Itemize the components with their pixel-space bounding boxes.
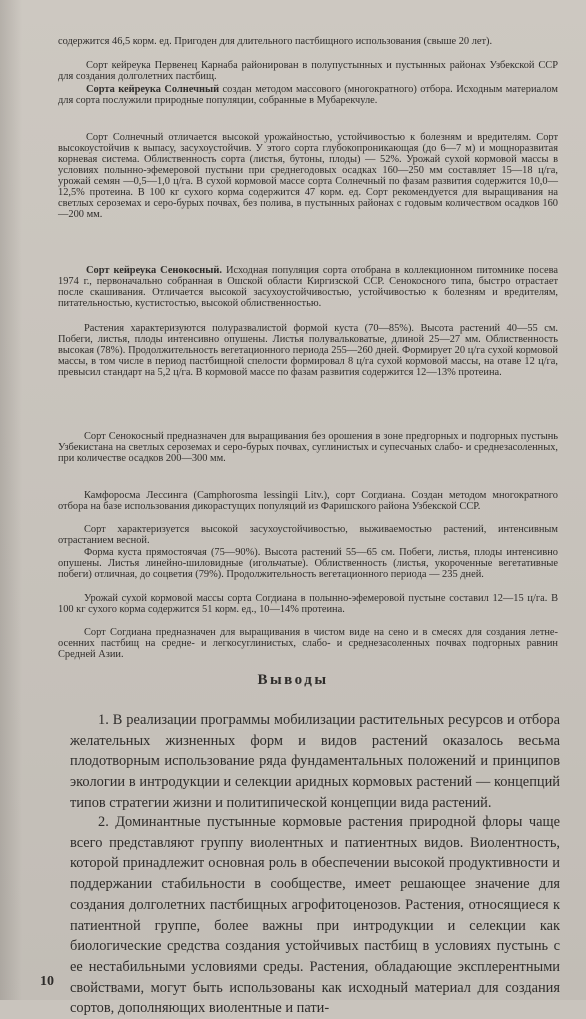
text-pervenets-karnaba: Сорт кейреука Первенец Карнаба районирован в полупустынных и пустынных районах Узбекской ССР для создания долголетних пастбищ.: [58, 60, 558, 83]
page-number: 10: [40, 974, 54, 989]
text-sogdiana-yield: Урожай сухой кормовой массы сорта Согдиана в полынно-эфемеровой пустыне составил 12—15 ц/га. В 100 кг сухого корма содержится 51 корм. ед., 10—14% протеина.: [58, 593, 558, 616]
text-senokosny-cultivation: Сорт Сенокосный предназначен для выращивания без орошения в зоне предгорных и подгорных пустынь Узбекистана на светлых сероземах и серо-бурых почвах, суглинистых и супесчаных слабо- и среднезасоленных, при количестве осадков 200—300 мм.: [58, 431, 558, 465]
paragraph-sogdiana-use: [58, 627, 558, 660]
conclusion-1: [70, 710, 560, 814]
text-conclusion-1: 1. В реализации программы мобилизации растительных ресурсов и отбора желательных жизненных форм и видов растений оказалось весьма плодотворным использование ряда фундаментальных положений и принципов экологии в интродукции и селекции аридных кормовых растений — концепций типов стратегии жизни и политипической концепции вида растений.: [70, 712, 560, 811]
section-heading-conclusions: Выводы: [257, 672, 329, 688]
paragraph-senokosny-traits: [58, 323, 558, 378]
variety-title-senokosny: Сорт кейреука Сенокосный.: [86, 265, 222, 276]
text-solnechny-intro: создан методом массового (многократного) отбора. Исходным материалом для сорта послужили природные популяции, собранные в Мубарекчуле.: [58, 84, 558, 107]
text-sogdiana-resistance: Сорт характеризуется высокой засухоустойчивостью, выживаемостью растений, интенсивным отрастанием весной.: [58, 524, 558, 547]
text-sogdiana-intro: Камфоросма Лессинга (Camphorosma lessingii Litv.), сорт Согдиана. Создан методом многократного отбора на базе использования дикорастущих популяций из Фаришского района Узбекской ССР.: [58, 490, 558, 513]
text-conclusion-2: 2. Доминантные пустынные кормовые растения природной флоры чаще всего представляют группу виолентных и патиентных видов. Виолентность, которой принадлежит основная роль в обеспечении высокой продуктивности и поддержании стабильности в сообществе, имеет решающее значение для создания долголетних пастбищных агрофитоценозов. Растения, относящиеся к патиентной группе, более важны при интродукции и селекции как биологические средства создания устойчивых пастбищ в условиях пустынь с ее нестабильными условиями среды. Растения, обладающие эксплерентными свойствами, могут быть использованы как исходный материал для создания сортов, дополняющих виолентные и пати-: [70, 814, 560, 1017]
variety-title-solnechny: Сорта кейреука Солнечный: [86, 84, 220, 95]
text-senokosny-traits: Растения характеризуются полуразвалистой формой куста (70—85%). Высота растений 40—55 см. Побеги, листья, плоды интенсивно опушены. Листья полувальковатые, длиной 25—27 мм. Облиственность высокая (78%). Продолжительность вегетационного периода 255—260 дней. Формирует 20 ц/га сухой кормовой массы, в том числе в период пастбищной спелости формировал 8 ц/га сухой кормовой массы, на отаве 12 ц/га, превысил стандарт на 5,2 ц/га. В кормовой массе по фазам развития содержится 12—13% протеина.: [58, 323, 558, 379]
text-solnechny-traits: Сорт Солнечный отличается высокой урожайностью, устойчивостью к болезням и вредителям. Сорт высокоустойчив к выпасу, засухоустойчив. У этого сорта глубокопроникающая (до 6—7 м) и мощноразвитая корневая система. Облиственность сорта (листья, бутоны, плоды) — 52%. Урожай сухой кормовой массы в условиях полынно-эфемеровой пустыни при среднегодовых осадках 160—250 мм составляет 15—18 ц/га, урожай семян —0,5—1,0 ц/га. В сухой кормовой массе сорта Солнечный по фазам развития содержится 10,0—12,5% протеина. В 100 кг сухого корма содержится 47 корм. ед. Сорт рекомендуется для выращивания на светлых сероземах и серо-бурых почвах, без полива, в пустынных районах с годовым количеством осадков 160—200 мм.: [58, 132, 558, 221]
paragraph-pervenets-karnaba: [58, 60, 558, 82]
paragraph-sogdiana-form: [58, 547, 558, 580]
paragraph-sogdiana-resistance: [58, 524, 558, 546]
paragraph-senokosny-intro: [58, 265, 558, 309]
paragraph-sogdiana-yield: [58, 593, 558, 615]
paragraph-senokosny-cultivation: [58, 431, 558, 464]
paragraph-solnechny-intro: [58, 84, 558, 106]
text-pasture-use: содержится 46,5 корм. ед. Пригоден для длительного пастбищного использования (свыше 20 лет).: [58, 36, 493, 47]
paragraph-pasture-use: [58, 36, 558, 47]
text-sogdiana-use: Сорт Согдиана предназначен для выращивания в чистом виде на сено и в смесях для создания летне-осенних пастбищ на средне- и легкосуглинистых, слабо- и среднезасоленных почвах подгорных равнин Средней Азии.: [58, 627, 558, 661]
conclusion-2: [70, 812, 560, 1019]
paragraph-sogdiana-intro: [58, 490, 558, 512]
paragraph-solnechny-traits: [58, 132, 558, 220]
text-sogdiana-form: Форма куста прямостоячая (75—90%). Высота растений 55—65 см. Побеги, листья, плоды интенсивно опушены. Листья линейно-шиловидные (игольчатые). Облиственность (листья, укороченные вегетативные побеги) отличная, до соцветия (79%). Продолжительность вегетационного периода — 235 дней.: [58, 547, 558, 581]
text-senokosny-intro: Исходная популяция сорта отобрана в коллекционном питомнике посева 1974 г., первоначально собранная в Ошской области Киргизской ССР. Сенокосного типа, быстро отрастает после скашивания. Отличается высокой засухоустойчивостью, устойчивостью к болезням и вредителям, питательностью, кустистостью, высокой облиственностью.: [58, 265, 558, 310]
